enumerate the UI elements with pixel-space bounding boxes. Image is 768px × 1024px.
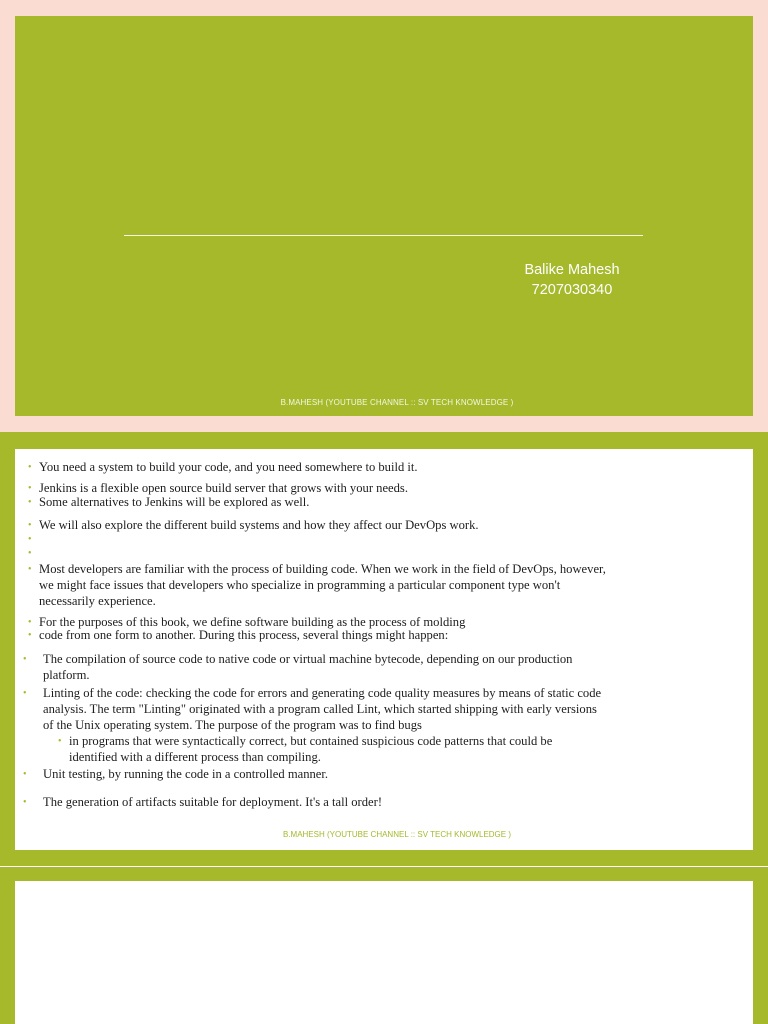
bullet-icon: • <box>28 483 32 494</box>
bullet-icon: • <box>28 520 32 531</box>
bullet-icon: • <box>28 548 32 559</box>
list-item-continuation: necessarily experience. <box>39 594 156 608</box>
band-divider <box>0 866 768 867</box>
bullet-icon: • <box>58 736 62 747</box>
list-item: • You need a system to build your code, and you need somewhere to build it. <box>28 460 418 474</box>
list-item-continuation: of the Unix operating system. The purpose of the program was to find bugs <box>43 718 422 732</box>
title-divider <box>124 235 643 236</box>
sub-list-item: • in programs that were syntactically correct, but contained suspicious code patterns that could be <box>58 734 553 748</box>
list-item: • For the purposes of this book, we define software building as the process of molding <box>28 615 466 629</box>
bullet-icon: • <box>28 497 32 508</box>
list-item: • Most developers are familiar with the process of building code. When we work in the field of DevOps, however, <box>28 562 606 576</box>
author-phone: 7207030340 <box>531 282 613 298</box>
content-slide <box>15 449 753 850</box>
list-item: • code from one form to another. During this process, several things might happen: <box>28 628 449 642</box>
bullet-icon: • <box>23 769 27 780</box>
sub-list-item-continuation: identified with a different process than compiling. <box>69 750 321 764</box>
list-item: • Unit testing, by running the code in a controlled manner. <box>23 767 329 781</box>
author-block <box>495 260 649 300</box>
slide-footer: B.MAHESH (YOUTUBE CHANNEL :: SV TECH KNOWLEDGE ) <box>280 398 514 407</box>
list-item: • We will also explore the different build systems and how they affect our DevOps work. <box>28 518 479 532</box>
list-item: • Jenkins is a flexible open source build server that grows with your needs. <box>28 481 408 495</box>
bullet-icon: • <box>28 617 32 628</box>
bullet-icon: • <box>23 654 27 665</box>
list-item-continuation: platform. <box>43 668 90 682</box>
next-slide <box>15 881 753 1024</box>
bullet-icon: • <box>23 688 27 699</box>
bullet-icon: • <box>23 797 27 808</box>
list-item-continuation: we might face issues that developers who specialize in programming a particular component type won't <box>39 578 561 592</box>
bullet-icon: • <box>28 534 32 545</box>
list-item: • The generation of artifacts suitable for deployment. It's a tall order! <box>23 795 383 809</box>
author-name: Balike Mahesh <box>524 262 620 278</box>
bullet-icon: • <box>28 462 32 473</box>
bullet-icon: • <box>28 630 32 641</box>
list-item: • The compilation of source code to native code or virtual machine bytecode, depending on our production <box>23 652 573 666</box>
list-item: • Linting of the code: checking the code for errors and generating code quality measures by means of static code <box>23 686 602 700</box>
slide-footer: B.MAHESH (YOUTUBE CHANNEL :: SV TECH KNOWLEDGE ) <box>282 830 512 839</box>
title-slide <box>15 16 753 416</box>
list-item-continuation: analysis. The term "Linting" originated with a program called Lint, which started shipping with early versions <box>43 702 597 716</box>
list-item: • Some alternatives to Jenkins will be explored as well. <box>28 495 310 509</box>
bullet-icon: • <box>28 564 32 575</box>
